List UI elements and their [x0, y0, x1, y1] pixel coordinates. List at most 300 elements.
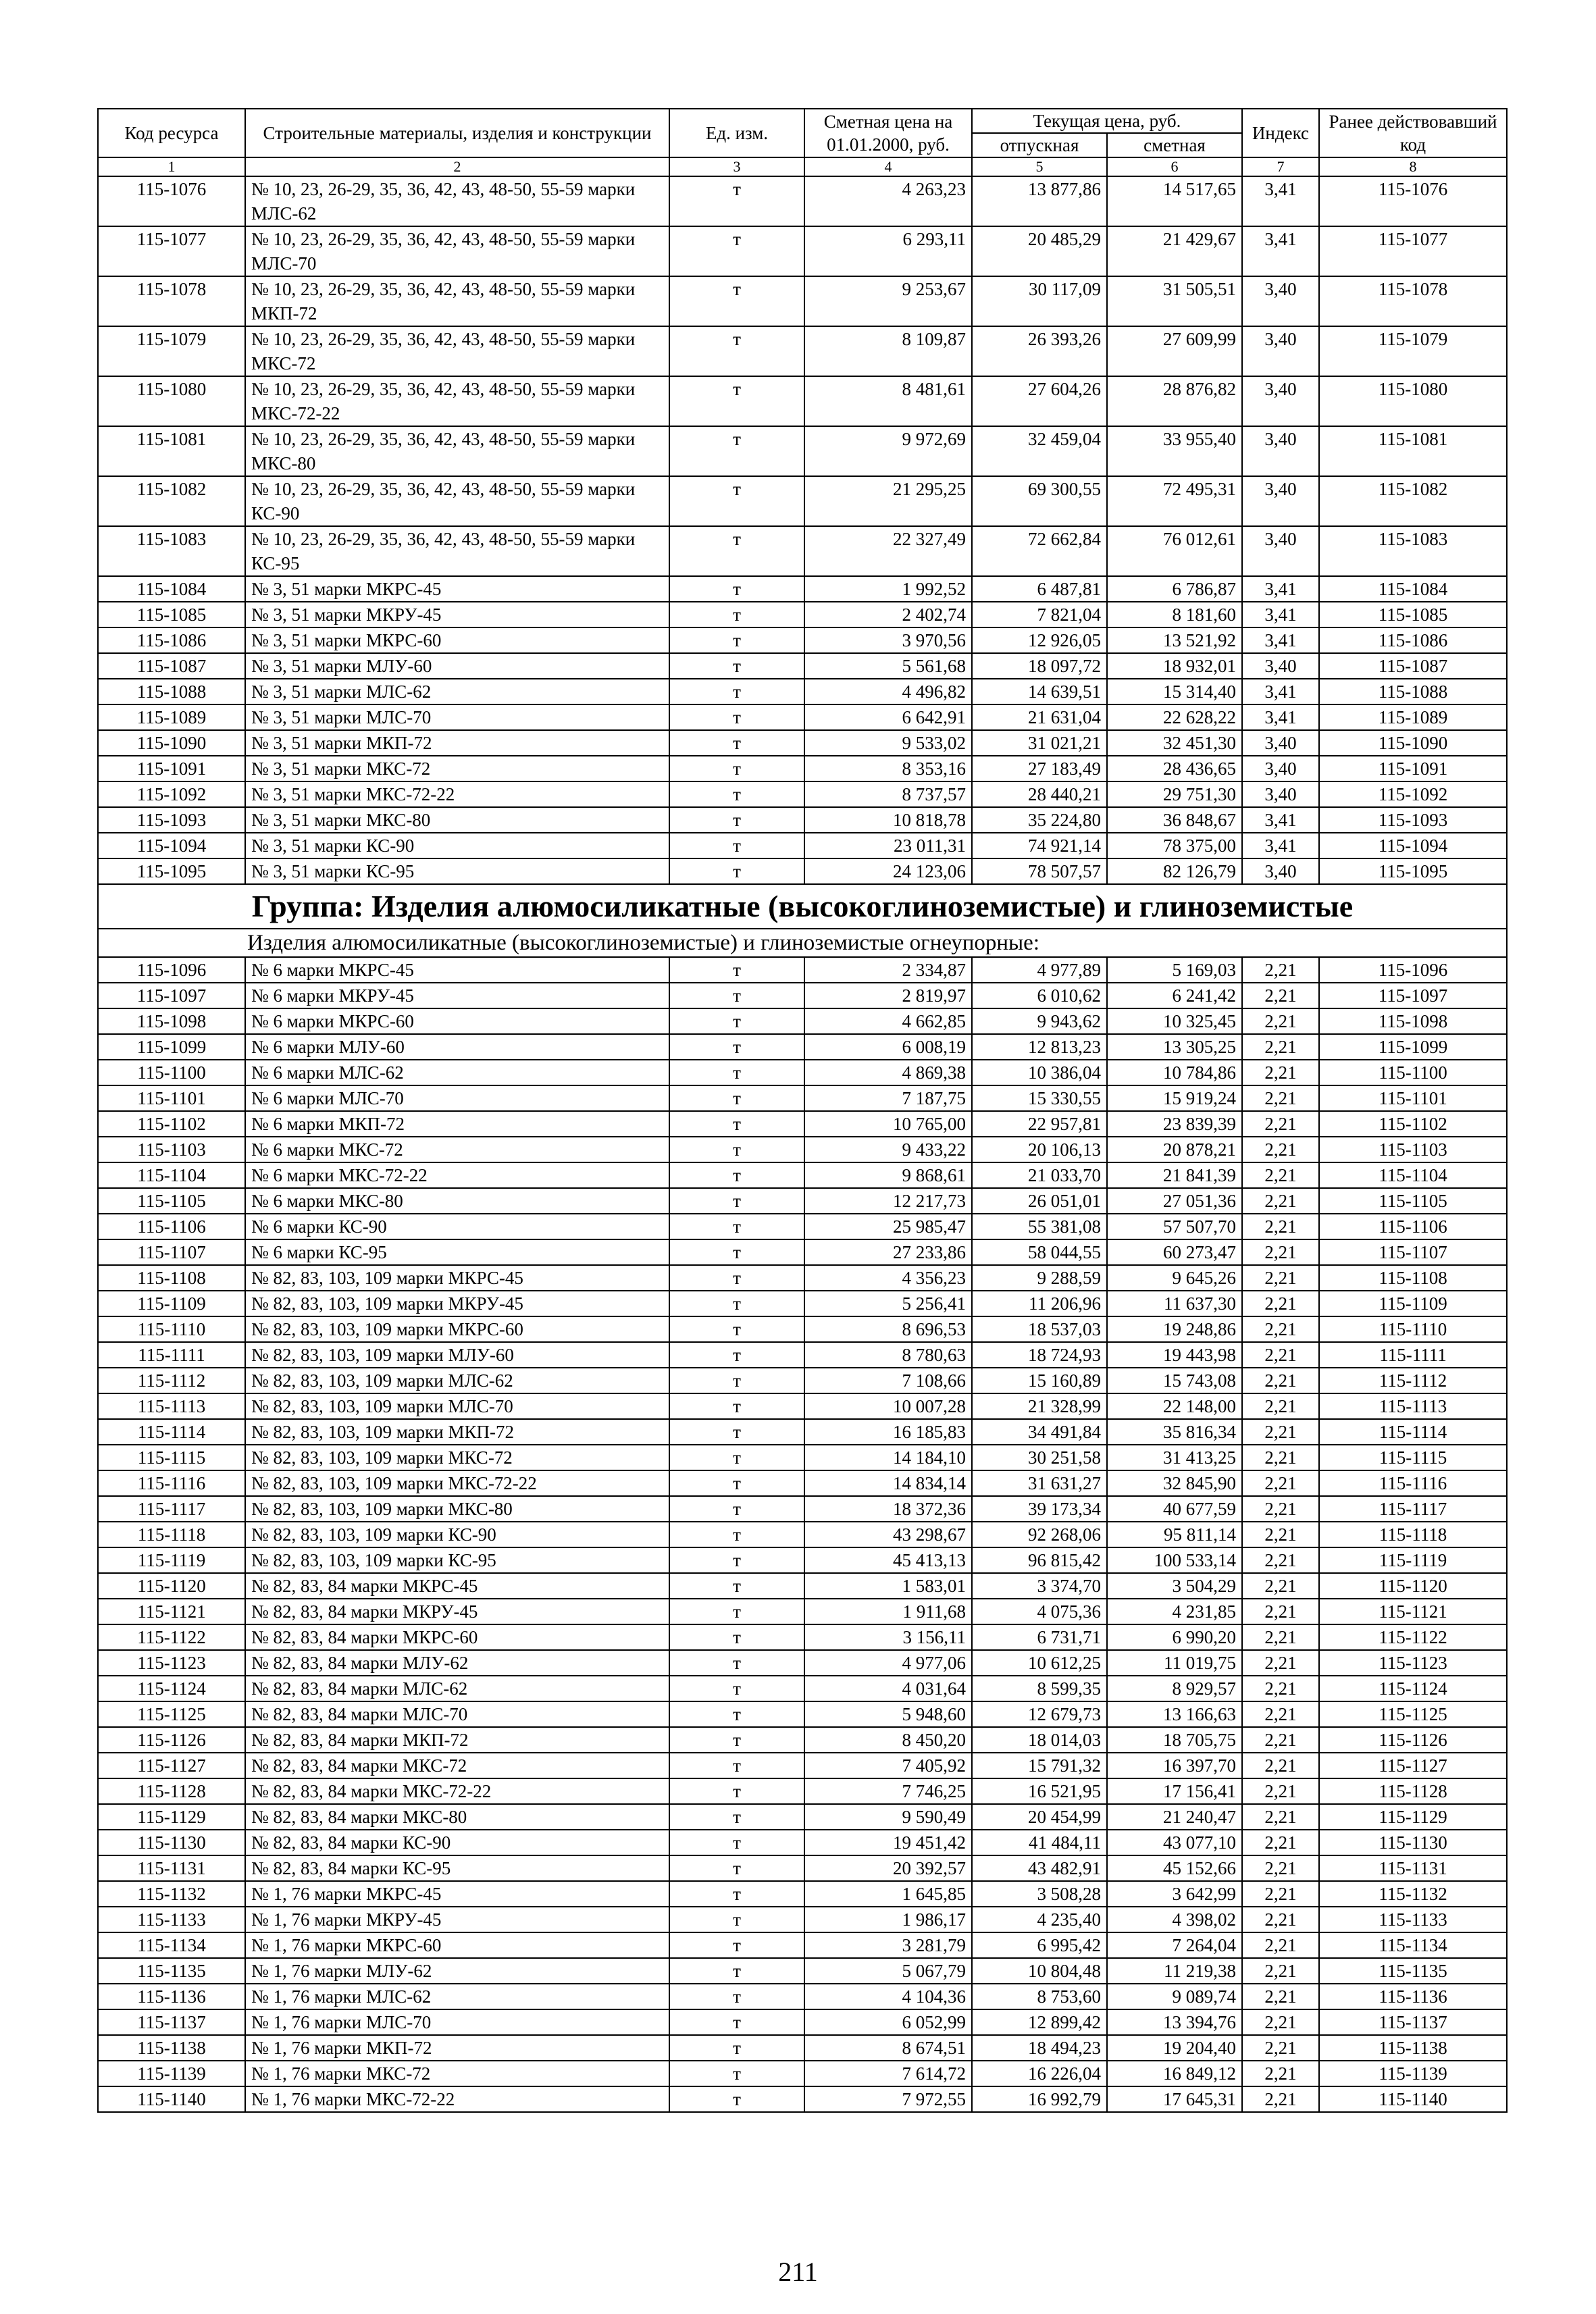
- cell-index: 3,40: [1242, 276, 1319, 326]
- cell-unit: т: [669, 1547, 804, 1573]
- cell-unit: т: [669, 1753, 804, 1778]
- cell-unit: т: [669, 426, 804, 476]
- cell-estimate-price: 10 325,45: [1107, 1008, 1242, 1034]
- cell-name: № 82, 83, 103, 109 марки МКС-72: [245, 1445, 669, 1470]
- cell-index: 2,21: [1242, 1034, 1319, 1060]
- cell-code: 115-1124: [98, 1676, 245, 1701]
- cell-estimate-price: 13 166,63: [1107, 1701, 1242, 1727]
- cell-wholesale-price: 22 957,81: [972, 1111, 1107, 1137]
- cell-index: 3,41: [1242, 602, 1319, 627]
- cell-name: № 82, 83, 84 марки МКС-72: [245, 1753, 669, 1778]
- cell-index: 3,40: [1242, 756, 1319, 781]
- cell-name: № 82, 83, 84 марки МКП-72: [245, 1727, 669, 1753]
- table-row: [98, 1932, 1507, 1958]
- cell-wholesale-price: 13 877,86: [972, 176, 1107, 226]
- cell-prev-code: 115-1125: [1319, 1701, 1507, 1727]
- cell-wholesale-price: 21 328,99: [972, 1393, 1107, 1419]
- cell-prev-code: 115-1102: [1319, 1111, 1507, 1137]
- cell-base-price: 1 911,68: [804, 1599, 972, 1624]
- cell-code: 115-1122: [98, 1624, 245, 1650]
- cell-code: 115-1101: [98, 1085, 245, 1111]
- cell-name: № 82, 83, 84 марки МЛС-62: [245, 1676, 669, 1701]
- cell-index: 3,40: [1242, 426, 1319, 476]
- cell-prev-code: 115-1080: [1319, 376, 1507, 426]
- cell-unit: т: [669, 602, 804, 627]
- cell-index: 3,41: [1242, 679, 1319, 704]
- cell-index: 2,21: [1242, 1214, 1319, 1239]
- cell-estimate-price: 22 148,00: [1107, 1393, 1242, 1419]
- cell-index: 2,21: [1242, 1907, 1319, 1932]
- cell-base-price: 8 481,61: [804, 376, 972, 426]
- cell-wholesale-price: 55 381,08: [972, 1214, 1107, 1239]
- cell-wholesale-price: 18 724,93: [972, 1342, 1107, 1368]
- cell-unit: т: [669, 1522, 804, 1547]
- table-row: [98, 1547, 1507, 1573]
- cell-estimate-price: 16 397,70: [1107, 1753, 1242, 1778]
- cell-wholesale-price: 26 393,26: [972, 326, 1107, 376]
- cell-name: № 3, 51 марки МКС-80: [245, 807, 669, 833]
- cell-base-price: 1 992,52: [804, 576, 972, 602]
- cell-estimate-price: 19 443,98: [1107, 1342, 1242, 1368]
- cell-estimate-price: 19 204,40: [1107, 2035, 1242, 2061]
- cell-wholesale-price: 69 300,55: [972, 476, 1107, 526]
- cell-prev-code: 115-1088: [1319, 679, 1507, 704]
- cell-code: 115-1134: [98, 1932, 245, 1958]
- column-number: 7: [1242, 157, 1319, 176]
- cell-wholesale-price: 8 599,35: [972, 1676, 1107, 1701]
- cell-prev-code: 115-1126: [1319, 1727, 1507, 1753]
- cell-unit: т: [669, 1830, 804, 1855]
- table-row: [98, 1650, 1507, 1676]
- cell-unit: т: [669, 576, 804, 602]
- cell-unit: т: [669, 476, 804, 526]
- cell-base-price: 3 156,11: [804, 1624, 972, 1650]
- cell-wholesale-price: 10 386,04: [972, 1060, 1107, 1085]
- cell-wholesale-price: 3 508,28: [972, 1881, 1107, 1907]
- cell-wholesale-price: 12 813,23: [972, 1034, 1107, 1060]
- cell-unit: т: [669, 1727, 804, 1753]
- cell-wholesale-price: 7 821,04: [972, 602, 1107, 627]
- cell-base-price: 5 561,68: [804, 653, 972, 679]
- cell-code: 115-1121: [98, 1599, 245, 1624]
- cell-unit: т: [669, 2061, 804, 2086]
- cell-name: № 6 марки МКС-72: [245, 1137, 669, 1162]
- header-wholesale: отпускная: [972, 133, 1107, 157]
- cell-code: 115-1080: [98, 376, 245, 426]
- cell-prev-code: 115-1136: [1319, 1984, 1507, 2009]
- cell-code: 115-1138: [98, 2035, 245, 2061]
- cell-estimate-price: 20 878,21: [1107, 1137, 1242, 1162]
- cell-base-price: 5 948,60: [804, 1701, 972, 1727]
- cell-unit: т: [669, 2009, 804, 2035]
- cell-base-price: 4 031,64: [804, 1676, 972, 1701]
- cell-estimate-price: 31 505,51: [1107, 276, 1242, 326]
- cell-name: № 6 марки МКС-80: [245, 1188, 669, 1214]
- cell-prev-code: 115-1090: [1319, 730, 1507, 756]
- cell-estimate-price: 19 248,86: [1107, 1316, 1242, 1342]
- cell-prev-code: 115-1111: [1319, 1342, 1507, 1368]
- cell-wholesale-price: 58 044,55: [972, 1239, 1107, 1265]
- cell-wholesale-price: 18 097,72: [972, 653, 1107, 679]
- cell-index: 2,21: [1242, 1239, 1319, 1265]
- cell-name: № 6 марки МКП-72: [245, 1111, 669, 1137]
- cell-prev-code: 115-1116: [1319, 1470, 1507, 1496]
- cell-prev-code: 115-1112: [1319, 1368, 1507, 1393]
- cell-unit: т: [669, 1008, 804, 1034]
- cell-name: № 6 марки МЛС-70: [245, 1085, 669, 1111]
- cell-name: № 3, 51 марки КС-95: [245, 858, 669, 884]
- header-name: Строительные материалы, изделия и конструкции: [245, 109, 669, 157]
- cell-estimate-price: 33 955,40: [1107, 426, 1242, 476]
- cell-prev-code: 115-1081: [1319, 426, 1507, 476]
- column-number: 4: [804, 157, 972, 176]
- cell-unit: т: [669, 2086, 804, 2112]
- cell-index: 2,21: [1242, 1881, 1319, 1907]
- cell-unit: т: [669, 653, 804, 679]
- table-row: [98, 176, 1507, 226]
- cell-unit: т: [669, 176, 804, 226]
- cell-index: 2,21: [1242, 1573, 1319, 1599]
- cell-estimate-price: 45 152,66: [1107, 1855, 1242, 1881]
- cell-base-price: 8 737,57: [804, 781, 972, 807]
- cell-base-price: 7 108,66: [804, 1368, 972, 1393]
- table-row: [98, 276, 1507, 326]
- cell-code: 115-1076: [98, 176, 245, 226]
- cell-name: № 10, 23, 26-29, 35, 36, 42, 43, 48-50, 55-59 марки МКС-72: [245, 326, 669, 376]
- cell-base-price: 25 985,47: [804, 1214, 972, 1239]
- cell-base-price: 4 662,85: [804, 1008, 972, 1034]
- cell-prev-code: 115-1121: [1319, 1599, 1507, 1624]
- cell-index: 2,21: [1242, 1368, 1319, 1393]
- cell-unit: т: [669, 1984, 804, 2009]
- cell-unit: т: [669, 679, 804, 704]
- table-header: [98, 109, 1507, 176]
- cell-estimate-price: 18 705,75: [1107, 1727, 1242, 1753]
- cell-base-price: 6 642,91: [804, 704, 972, 730]
- table-row: [98, 1804, 1507, 1830]
- cell-prev-code: 115-1130: [1319, 1830, 1507, 1855]
- table-row: [98, 1188, 1507, 1214]
- cell-wholesale-price: 28 440,21: [972, 781, 1107, 807]
- cell-unit: т: [669, 1573, 804, 1599]
- cell-code: 115-1119: [98, 1547, 245, 1573]
- table-row: [98, 476, 1507, 526]
- cell-index: 2,21: [1242, 1599, 1319, 1624]
- table-row: [98, 1239, 1507, 1265]
- cell-name: № 82, 83, 103, 109 марки МКРС-45: [245, 1265, 669, 1291]
- cell-estimate-price: 27 609,99: [1107, 326, 1242, 376]
- cell-index: 2,21: [1242, 1393, 1319, 1419]
- cell-name: № 10, 23, 26-29, 35, 36, 42, 43, 48-50, 55-59 марки МЛС-70: [245, 226, 669, 276]
- cell-base-price: 19 451,42: [804, 1830, 972, 1855]
- table-row: [98, 1137, 1507, 1162]
- cell-prev-code: 115-1115: [1319, 1445, 1507, 1470]
- table-row: [98, 1034, 1507, 1060]
- cell-code: 115-1112: [98, 1368, 245, 1393]
- cell-name: № 82, 83, 84 марки МКС-80: [245, 1804, 669, 1830]
- page-number: 211: [778, 2257, 818, 2287]
- cell-code: 115-1127: [98, 1753, 245, 1778]
- cell-wholesale-price: 4 977,89: [972, 957, 1107, 983]
- cell-index: 2,21: [1242, 2061, 1319, 2086]
- cell-unit: т: [669, 807, 804, 833]
- cell-code: 115-1136: [98, 1984, 245, 2009]
- cell-name: № 10, 23, 26-29, 35, 36, 42, 43, 48-50, 55-59 марки МЛС-62: [245, 176, 669, 226]
- cell-base-price: 3 970,56: [804, 627, 972, 653]
- table-row: [98, 1676, 1507, 1701]
- table-row: [98, 526, 1507, 576]
- column-number: 1: [98, 157, 245, 176]
- header-index: Индекс: [1242, 109, 1319, 157]
- cell-estimate-price: 4 398,02: [1107, 1907, 1242, 1932]
- cell-code: 115-1100: [98, 1060, 245, 1085]
- cell-unit: т: [669, 1804, 804, 1830]
- header-base-price: Сметная цена на 01.01.2000, руб.: [804, 109, 972, 157]
- table-row: [98, 602, 1507, 627]
- cell-code: 115-1096: [98, 957, 245, 983]
- cell-prev-code: 115-1134: [1319, 1932, 1507, 1958]
- table-row: [98, 756, 1507, 781]
- cell-name: № 6 марки КС-90: [245, 1214, 669, 1239]
- cell-wholesale-price: 16 992,79: [972, 2086, 1107, 2112]
- cell-prev-code: 115-1097: [1319, 983, 1507, 1008]
- column-number: 8: [1319, 157, 1507, 176]
- table-row: [98, 326, 1507, 376]
- cell-name: № 1, 76 марки МКРУ-45: [245, 1907, 669, 1932]
- cell-wholesale-price: 32 459,04: [972, 426, 1107, 476]
- cell-prev-code: 115-1100: [1319, 1060, 1507, 1085]
- cell-base-price: 2 402,74: [804, 602, 972, 627]
- cell-code: 115-1118: [98, 1522, 245, 1547]
- header-prev-code: Ранее действовавший код: [1319, 109, 1507, 157]
- cell-code: 115-1078: [98, 276, 245, 326]
- cell-wholesale-price: 34 491,84: [972, 1419, 1107, 1445]
- cell-code: 115-1128: [98, 1778, 245, 1804]
- cell-base-price: 1 583,01: [804, 1573, 972, 1599]
- cell-name: № 82, 83, 84 марки МКРС-60: [245, 1624, 669, 1650]
- cell-code: 115-1099: [98, 1034, 245, 1060]
- cell-base-price: 2 334,87: [804, 957, 972, 983]
- cell-unit: т: [669, 983, 804, 1008]
- cell-name: № 1, 76 марки МКП-72: [245, 2035, 669, 2061]
- header-estimate: сметная: [1107, 133, 1242, 157]
- cell-code: 115-1084: [98, 576, 245, 602]
- cell-name: № 3, 51 марки МКРС-60: [245, 627, 669, 653]
- cell-base-price: 6 293,11: [804, 226, 972, 276]
- cell-code: 115-1133: [98, 1907, 245, 1932]
- cell-name: № 82, 83, 84 марки КС-90: [245, 1830, 669, 1855]
- cell-prev-code: 115-1082: [1319, 476, 1507, 526]
- cell-unit: т: [669, 1034, 804, 1060]
- cell-prev-code: 115-1086: [1319, 627, 1507, 653]
- cell-unit: т: [669, 1085, 804, 1111]
- cell-code: 115-1110: [98, 1316, 245, 1342]
- cell-code: 115-1137: [98, 2009, 245, 2035]
- cell-index: 2,21: [1242, 1188, 1319, 1214]
- cell-unit: т: [669, 1137, 804, 1162]
- table-row: [98, 1162, 1507, 1188]
- cell-estimate-price: 22 628,22: [1107, 704, 1242, 730]
- cell-index: 2,21: [1242, 1265, 1319, 1291]
- table-row: [98, 1393, 1507, 1419]
- cell-wholesale-price: 12 899,42: [972, 2009, 1107, 2035]
- cell-base-price: 7 405,92: [804, 1753, 972, 1778]
- cell-code: 115-1140: [98, 2086, 245, 2112]
- cell-unit: т: [669, 1291, 804, 1316]
- cell-base-price: 20 392,57: [804, 1855, 972, 1881]
- cell-index: 3,40: [1242, 326, 1319, 376]
- cell-prev-code: 115-1135: [1319, 1958, 1507, 1984]
- table-row: [98, 1599, 1507, 1624]
- cell-name: № 3, 51 марки МЛС-62: [245, 679, 669, 704]
- cell-estimate-price: 8 929,57: [1107, 1676, 1242, 1701]
- cell-index: 3,41: [1242, 627, 1319, 653]
- cell-prev-code: 115-1113: [1319, 1393, 1507, 1419]
- cell-base-price: 14 184,10: [804, 1445, 972, 1470]
- header-code: Код ресурса: [98, 109, 245, 157]
- cell-index: 2,21: [1242, 1419, 1319, 1445]
- table-row: [98, 576, 1507, 602]
- cell-name: № 82, 83, 103, 109 марки МКРУ-45: [245, 1291, 669, 1316]
- cell-unit: т: [669, 1393, 804, 1419]
- cell-unit: т: [669, 326, 804, 376]
- cell-prev-code: 115-1101: [1319, 1085, 1507, 1111]
- cell-wholesale-price: 30 251,58: [972, 1445, 1107, 1470]
- cell-wholesale-price: 16 226,04: [972, 2061, 1107, 2086]
- cell-estimate-price: 16 849,12: [1107, 2061, 1242, 2086]
- cell-index: 2,21: [1242, 1291, 1319, 1316]
- cell-unit: т: [669, 730, 804, 756]
- cell-prev-code: 115-1128: [1319, 1778, 1507, 1804]
- cell-estimate-price: 15 314,40: [1107, 679, 1242, 704]
- cell-index: 2,21: [1242, 1008, 1319, 1034]
- table-row: [98, 704, 1507, 730]
- cell-code: 115-1117: [98, 1496, 245, 1522]
- cell-estimate-price: 35 816,34: [1107, 1419, 1242, 1445]
- table-row: [98, 1984, 1507, 2009]
- cell-unit: т: [669, 526, 804, 576]
- cell-code: 115-1132: [98, 1881, 245, 1907]
- cell-code: 115-1077: [98, 226, 245, 276]
- cell-wholesale-price: 3 374,70: [972, 1573, 1107, 1599]
- cell-code: 115-1125: [98, 1701, 245, 1727]
- cell-wholesale-price: 11 206,96: [972, 1291, 1107, 1316]
- cell-name: № 82, 83, 103, 109 марки МЛУ-60: [245, 1342, 669, 1368]
- cell-code: 115-1130: [98, 1830, 245, 1855]
- cell-unit: т: [669, 858, 804, 884]
- cell-base-price: 8 780,63: [804, 1342, 972, 1368]
- cell-index: 2,21: [1242, 1727, 1319, 1753]
- cell-name: № 1, 76 марки МЛС-70: [245, 2009, 669, 2035]
- cell-estimate-price: 57 507,70: [1107, 1214, 1242, 1239]
- cell-prev-code: 115-1089: [1319, 704, 1507, 730]
- table-row: [98, 1008, 1507, 1034]
- cell-base-price: 5 256,41: [804, 1291, 972, 1316]
- cell-name: № 82, 83, 103, 109 марки МКП-72: [245, 1419, 669, 1445]
- cell-unit: т: [669, 1676, 804, 1701]
- cell-index: 2,21: [1242, 1753, 1319, 1778]
- subgroup-title: Изделия алюмосиликатные (высокоглиноземистые) и глиноземистые огнеупорные:: [98, 929, 1507, 957]
- cell-wholesale-price: 10 612,25: [972, 1650, 1107, 1676]
- cell-wholesale-price: 35 224,80: [972, 807, 1107, 833]
- price-sheet: [97, 108, 1506, 2113]
- cell-estimate-price: 6 786,87: [1107, 576, 1242, 602]
- cell-prev-code: 115-1117: [1319, 1496, 1507, 1522]
- cell-base-price: 1 986,17: [804, 1907, 972, 1932]
- cell-prev-code: 115-1110: [1319, 1316, 1507, 1342]
- cell-wholesale-price: 6 010,62: [972, 983, 1107, 1008]
- cell-prev-code: 115-1114: [1319, 1419, 1507, 1445]
- price-table: [97, 108, 1508, 2113]
- cell-unit: т: [669, 1624, 804, 1650]
- cell-wholesale-price: 12 926,05: [972, 627, 1107, 653]
- cell-prev-code: 115-1119: [1319, 1547, 1507, 1573]
- cell-name: № 82, 83, 103, 109 марки КС-90: [245, 1522, 669, 1547]
- cell-code: 115-1088: [98, 679, 245, 704]
- cell-estimate-price: 11 637,30: [1107, 1291, 1242, 1316]
- cell-name: № 3, 51 марки МЛУ-60: [245, 653, 669, 679]
- cell-base-price: 7 746,25: [804, 1778, 972, 1804]
- cell-name: № 3, 51 марки МКРУ-45: [245, 602, 669, 627]
- cell-estimate-price: 28 876,82: [1107, 376, 1242, 426]
- cell-wholesale-price: 39 173,34: [972, 1496, 1107, 1522]
- cell-name: № 1, 76 марки МЛУ-62: [245, 1958, 669, 1984]
- cell-wholesale-price: 96 815,42: [972, 1547, 1107, 1573]
- cell-base-price: 22 327,49: [804, 526, 972, 576]
- cell-code: 115-1091: [98, 756, 245, 781]
- cell-unit: т: [669, 1907, 804, 1932]
- cell-unit: т: [669, 1162, 804, 1188]
- cell-index: 2,21: [1242, 1984, 1319, 2009]
- cell-unit: т: [669, 1368, 804, 1393]
- cell-estimate-price: 3 504,29: [1107, 1573, 1242, 1599]
- cell-code: 115-1104: [98, 1162, 245, 1188]
- cell-index: 2,21: [1242, 1470, 1319, 1496]
- cell-estimate-price: 7 264,04: [1107, 1932, 1242, 1958]
- cell-base-price: 18 372,36: [804, 1496, 972, 1522]
- cell-base-price: 45 413,13: [804, 1547, 972, 1573]
- cell-estimate-price: 29 751,30: [1107, 781, 1242, 807]
- table-row: [98, 1522, 1507, 1547]
- table-row: [98, 1111, 1507, 1137]
- cell-wholesale-price: 16 521,95: [972, 1778, 1107, 1804]
- cell-estimate-price: 23 839,39: [1107, 1111, 1242, 1137]
- cell-name: № 1, 76 марки МЛС-62: [245, 1984, 669, 2009]
- cell-code: 115-1098: [98, 1008, 245, 1034]
- table-row: [98, 1907, 1507, 1932]
- group-title: Группа: Изделия алюмосиликатные (высокоглиноземистые) и глиноземистые: [98, 884, 1507, 929]
- cell-base-price: 7 972,55: [804, 2086, 972, 2112]
- cell-code: 115-1115: [98, 1445, 245, 1470]
- cell-estimate-price: 21 841,39: [1107, 1162, 1242, 1188]
- cell-wholesale-price: 20 454,99: [972, 1804, 1107, 1830]
- cell-index: 2,21: [1242, 1085, 1319, 1111]
- cell-code: 115-1092: [98, 781, 245, 807]
- table-row: [98, 1496, 1507, 1522]
- cell-base-price: 4 977,06: [804, 1650, 972, 1676]
- cell-base-price: 24 123,06: [804, 858, 972, 884]
- cell-name: № 3, 51 марки МКП-72: [245, 730, 669, 756]
- cell-code: 115-1139: [98, 2061, 245, 2086]
- cell-prev-code: 115-1095: [1319, 858, 1507, 884]
- cell-estimate-price: 21 240,47: [1107, 1804, 1242, 1830]
- table-row: [98, 1753, 1507, 1778]
- cell-base-price: 5 067,79: [804, 1958, 972, 1984]
- cell-estimate-price: 27 051,36: [1107, 1188, 1242, 1214]
- cell-code: 115-1105: [98, 1188, 245, 1214]
- cell-index: 3,40: [1242, 781, 1319, 807]
- cell-estimate-price: 18 932,01: [1107, 653, 1242, 679]
